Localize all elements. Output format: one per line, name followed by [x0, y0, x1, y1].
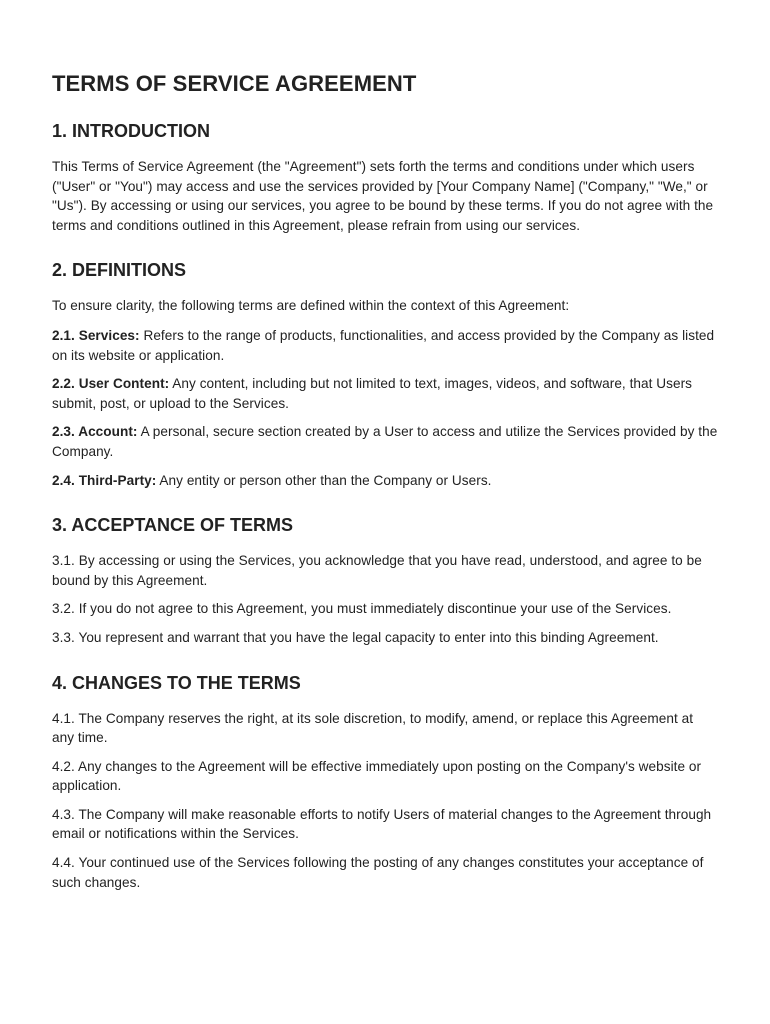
- definition-term-text: Any entity or person other than the Company or Users.: [156, 472, 492, 488]
- changes-clause: 4.3. The Company will make reasonable efforts to notify Users of material changes to the Agreement through email or notifications within the Services.: [52, 806, 712, 842]
- definition-term-label: 2.2. User Content:: [52, 376, 170, 392]
- acceptance-clause: 3.3. You represent and warrant that you have the legal capacity to enter into this binding Agreement.: [52, 629, 659, 645]
- acceptance-clause: 3.1. By accessing or using the Services, you acknowledge that you have read, understood, and agree to be bound by this Agreement.: [52, 553, 702, 588]
- definition-term-label: 2.1. Services:: [52, 327, 140, 343]
- changes-clause: 4.4. Your continued use of the Services following the posting of any changes constitutes your acceptance of such changes.: [52, 855, 704, 890]
- changes-clause: 4.1. The Company reserves the right, at its sole discretion, to modify, amend, or replace this Agreement at any time.: [52, 710, 694, 746]
- definition-item-user-content: [52, 374, 718, 413]
- definition-term-text: Any content, including but not limited to text, images, videos, and software, that Users submit, post, or upload to the Services.: [52, 376, 693, 411]
- definition-term-label: 2.3. Account:: [52, 424, 138, 440]
- document-title: TERMS OF SERVICE AGREEMENT: [52, 71, 417, 96]
- definition-item-third-party: [52, 471, 718, 491]
- acceptance-clause: 3.2. If you do not agree to this Agreement, you must immediately discontinue your use of the Services.: [52, 601, 672, 617]
- section-heading-definitions: 2. DEFINITIONS: [52, 260, 187, 281]
- introduction-paragraph: This Terms of Service Agreement (the "Agreement") sets forth the terms and conditions under which users ("User" or "You") may access and use the services provided by [Your Company Name] ("Company," "We," or "Us"). By accessing or using our services, you agree to be bound by these terms. If you do not agree with the terms and conditions outlined in this Agreement, please refrain from using our services.: [52, 159, 714, 233]
- definition-item-services: [52, 326, 718, 365]
- definitions-intro-paragraph: To ensure clarity, the following terms are defined within the context of this Agreement:: [52, 298, 570, 314]
- section-heading-changes: 4. CHANGES TO THE TERMS: [52, 672, 301, 693]
- definition-term-text: A personal, secure section created by a User to access and utilize the Services provided by the Company.: [52, 424, 718, 459]
- definition-term-text: Refers to the range of products, functionalities, and access provided by the Company as listed on its website or application.: [52, 327, 715, 363]
- changes-clause: 4.2. Any changes to the Agreement will be effective immediately upon posting on the Company's website or application.: [52, 758, 702, 794]
- section-heading-introduction: 1. INTRODUCTION: [52, 121, 211, 141]
- definition-item-account: [52, 422, 718, 461]
- section-heading-acceptance: 3. ACCEPTANCE OF TERMS: [52, 515, 294, 536]
- definition-term-label: 2.4. Third-Party:: [52, 472, 157, 488]
